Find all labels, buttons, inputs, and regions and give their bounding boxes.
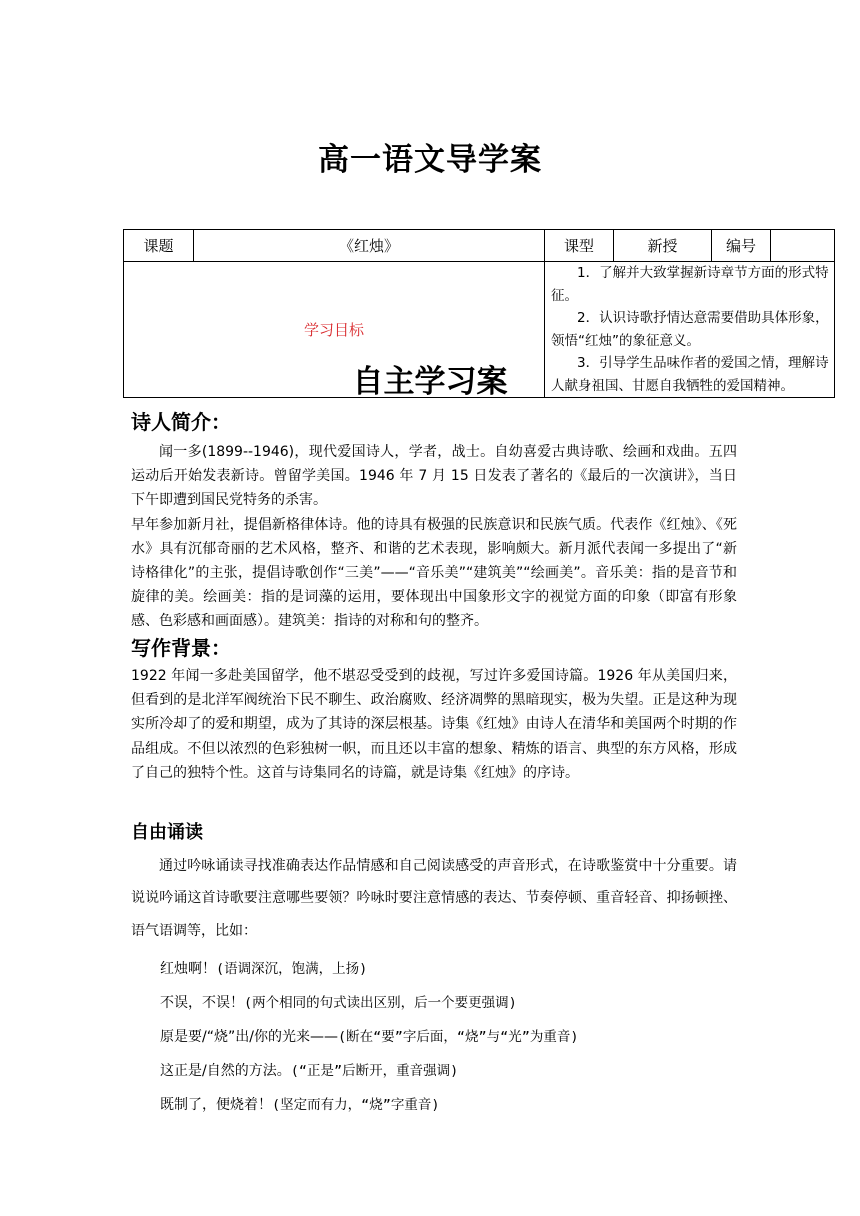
goal-item: 1．了解并大致掌握新诗章节方面的形式特征。	[551, 265, 829, 304]
reading-examples	[160, 952, 760, 1122]
example-line	[160, 952, 760, 986]
paragraph: 1922 年闻一多赴美国留学，他不堪忍受受到的歧视，写过许多爱国诗篇。1926 年从美国归来，但看到的是北洋军阀统治下民不聊生、政治腐败、经济凋弊的黑暗现实，极为失望。正是这种为现实所冷却了的爱和期望，成为了其诗的深层根基。诗集《红烛》由诗人在清华和美国两个时期的作品组成。不但以浓烈的色彩独树一帜，而且还以丰富的想象、精炼的语言、典型的东方风格，形成了自己的独特个性。这首与诗集同名的诗篇，就是诗集《红烛》的序诗。	[131, 668, 737, 781]
example-text: 既制了，便烧着！	[160, 1097, 272, 1113]
example-note: (“正是”后断开，重音强调)	[290, 1063, 459, 1079]
example-line	[160, 1054, 760, 1088]
topic-label: 课题	[124, 230, 194, 262]
type-value: 新授	[614, 230, 712, 262]
example-text: 这正是/自然的方法。	[160, 1063, 291, 1079]
paragraph: 通过吟咏诵读寻找准确表达作品情感和自己阅读感受的声音形式，在诗歌鉴赏中十分重要。请说说吟诵这首诗歌要注意哪些要领？吟咏时要注意情感的表达、节奏停顿、重音轻音、抑扬顿挫、语气语调等，比如：	[131, 858, 737, 939]
poet-intro-heading: 诗人简介：	[131, 410, 231, 434]
number-label: 编号	[712, 230, 771, 262]
paragraph: 闻一多(1899--1946)，现代爱国诗人，学者，战士。自幼喜爱古典诗歌、绘画和戏曲。五四运动后开始发表新诗。曾留学美国。1946 年 7 月 15 日发表了著名的《最后的一次演讲》，当日下午即遭到国民党特务的杀害。	[131, 444, 737, 509]
background-body	[131, 664, 737, 785]
paragraph: 早年参加新月社，提倡新格律体诗。他的诗具有极强的民族意识和民族气质。代表作《红烛》、《死水》具有沉郁奇丽的艺术风格，整齐、和谐的艺术表现，影响颇大。新月派代表闻一多提出了“新诗格律化”的主张，提倡诗歌创作“三美”——“音乐美”“建筑美”“绘画美”。音乐美：指的是音节和旋律的美。绘画美：指的是词藻的运用，要体现出中国象形文字的视觉方面的印象（即富有形象感、色彩感和画面感）。建筑美：指诗的对称和句的整齐。	[131, 516, 737, 630]
free-reading-heading: 自由诵读	[131, 822, 203, 843]
example-text: 红烛啊！	[160, 961, 216, 977]
goals-label: 学习目标	[124, 262, 545, 398]
goal-item: 3．引导学生品味作者的爱国之情，理解诗人献身祖国、甘愿自我牺牲的爱国精神。	[551, 355, 829, 394]
number-value	[771, 230, 835, 262]
example-note: (断在“要”字后面，“烧”与“光”为重音)	[337, 1029, 579, 1045]
poet-intro-body	[131, 440, 737, 634]
example-note: (坚定而有力，“烧”字重音)	[272, 1097, 440, 1113]
topic-value: 《红烛》	[194, 230, 545, 262]
example-line	[160, 1088, 760, 1122]
page-title: 高一语文导学案	[318, 142, 542, 178]
example-note: (两个相同的句式读出区别，后一个要更强调)	[244, 995, 517, 1011]
section-title: 自主学习案	[352, 364, 508, 400]
example-note: (语调深沉，饱满，上扬)	[216, 961, 368, 977]
example-text: 原是要/“烧”出/你的光来——	[160, 1029, 338, 1045]
type-label: 课型	[545, 230, 614, 262]
background-heading: 写作背景：	[131, 636, 231, 660]
table-row	[124, 230, 835, 262]
free-reading-body	[131, 850, 737, 947]
example-text: 不误，不误！	[160, 995, 244, 1011]
example-line	[160, 1020, 760, 1054]
goal-item: 2．认识诗歌抒情达意需要借助具体形象，领悟“红烛”的象征意义。	[551, 310, 829, 349]
example-line	[160, 986, 760, 1020]
